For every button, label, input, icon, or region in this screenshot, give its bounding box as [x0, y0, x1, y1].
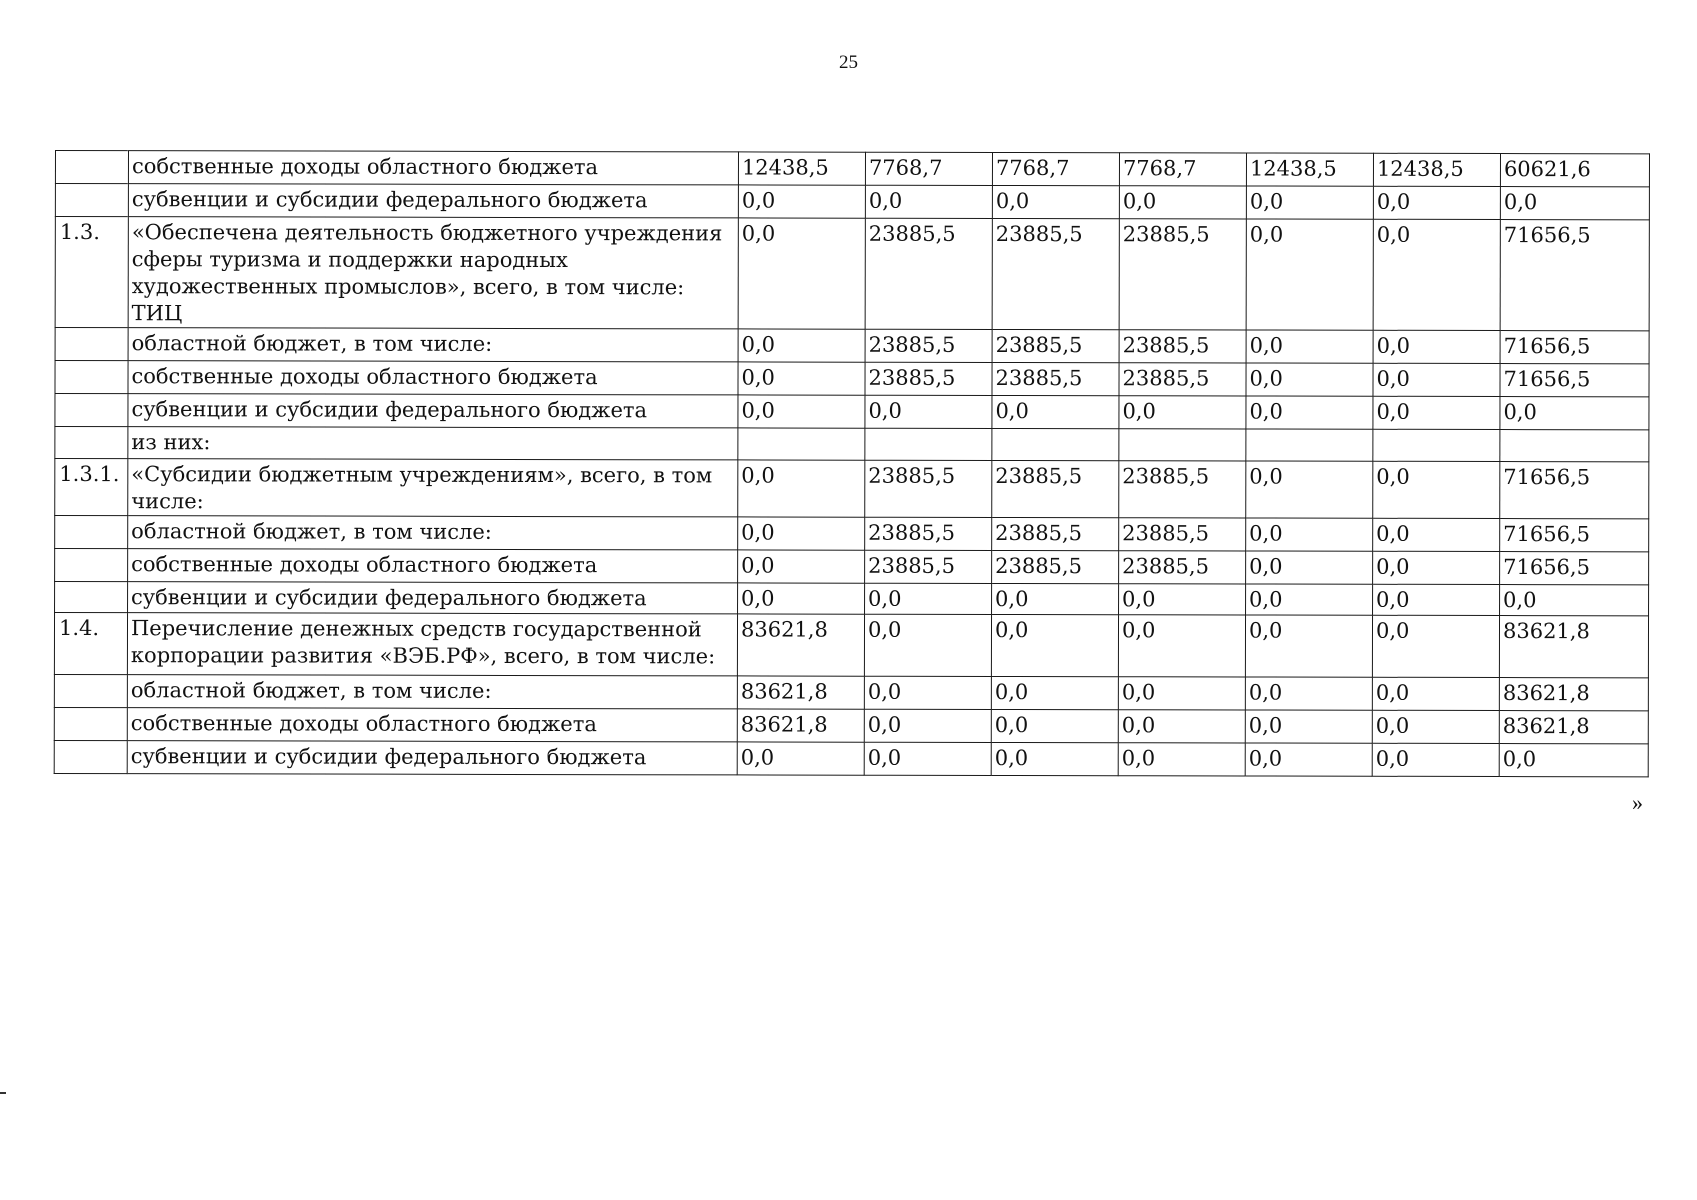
table-row — [55, 427, 1649, 462]
row-value-cell: 23885,5 — [865, 517, 992, 550]
row-value-cell: 23885,5 — [992, 460, 1119, 517]
row-value-cell: 0,0 — [1246, 363, 1373, 396]
row-description-cell: областной бюджет, в том числе: — [127, 675, 737, 709]
row-total-cell: 60621,6 — [1500, 154, 1649, 187]
row-value-cell: 23885,5 — [1119, 551, 1246, 584]
row-value-cell: 0,0 — [1118, 615, 1245, 677]
row-description-cell: субвенции и субсидии федерального бюджета — [128, 394, 738, 428]
row-value-cell: 0,0 — [1245, 743, 1372, 776]
row-value-cell: 0,0 — [1373, 518, 1500, 551]
row-value-cell: 23885,5 — [865, 550, 992, 583]
row-total-cell: 83621,8 — [1499, 711, 1648, 744]
row-description-cell: собственные доходы областного бюджета — [128, 151, 738, 185]
table-row — [55, 582, 1649, 616]
table-row — [55, 184, 1649, 220]
table-row — [55, 328, 1649, 364]
row-value-cell: 7768,7 — [1119, 153, 1246, 186]
row-code-cell: 1.4. — [54, 613, 127, 675]
row-code-cell — [55, 361, 128, 394]
row-total-cell — [1500, 430, 1649, 462]
row-value-cell: 0,0 — [1373, 461, 1500, 518]
row-value-cell: 83621,8 — [737, 709, 864, 742]
row-value-cell: 0,0 — [1373, 363, 1500, 396]
row-value-cell: 0,0 — [1245, 615, 1372, 677]
row-total-cell: 0,0 — [1500, 397, 1649, 430]
row-description-cell: областной бюджет, в том числе: — [128, 516, 738, 550]
row-value-cell — [738, 428, 865, 460]
table-row — [55, 549, 1649, 585]
row-value-cell: 0,0 — [991, 742, 1118, 775]
row-value-cell: 0,0 — [1118, 677, 1245, 710]
row-value-cell: 0,0 — [864, 742, 991, 775]
row-value-cell: 23885,5 — [865, 362, 992, 395]
table-row — [55, 151, 1649, 187]
row-code-cell — [55, 427, 128, 459]
row-value-cell: 83621,8 — [737, 614, 864, 676]
row-value-cell — [1373, 429, 1500, 461]
row-total-cell: 0,0 — [1500, 585, 1649, 616]
row-code-cell — [54, 740, 127, 773]
row-value-cell: 0,0 — [738, 550, 865, 583]
row-value-cell: 0,0 — [738, 329, 865, 362]
row-total-cell: 71656,5 — [1500, 462, 1649, 519]
row-value-cell: 7768,7 — [992, 152, 1119, 185]
row-value-cell — [1119, 429, 1246, 461]
row-value-cell: 23885,5 — [1119, 518, 1246, 551]
row-value-cell: 23885,5 — [865, 218, 992, 329]
row-total-cell: 71656,5 — [1500, 519, 1649, 552]
row-value-cell: 23885,5 — [865, 460, 992, 517]
row-value-cell: 0,0 — [1372, 615, 1499, 677]
row-value-cell: 0,0 — [992, 395, 1119, 428]
row-value-cell: 0,0 — [991, 614, 1118, 676]
row-value-cell: 23885,5 — [1119, 219, 1246, 330]
row-code-cell — [54, 674, 127, 707]
row-description-cell: субвенции и субсидии федерального бюджета — [128, 184, 738, 218]
row-code-cell: 1.3. — [55, 217, 128, 328]
row-value-cell: 23885,5 — [992, 517, 1119, 550]
row-value-cell: 23885,5 — [992, 218, 1119, 329]
row-description-cell: субвенции и субсидии федерального бюджета — [127, 741, 737, 775]
row-code-cell — [55, 151, 128, 184]
table-body — [54, 151, 1649, 777]
row-value-cell: 0,0 — [1119, 584, 1246, 615]
row-code-cell — [55, 328, 128, 361]
row-value-cell: 0,0 — [864, 614, 991, 676]
table-row — [55, 516, 1649, 552]
row-total-cell: 0,0 — [1499, 744, 1648, 777]
row-code-cell — [55, 549, 128, 582]
row-value-cell: 0,0 — [1372, 677, 1499, 710]
row-value-cell: 0,0 — [864, 709, 991, 742]
row-value-cell: 0,0 — [738, 395, 865, 428]
row-total-cell: 83621,8 — [1499, 678, 1648, 711]
row-total-cell: 71656,5 — [1500, 331, 1649, 364]
row-value-cell: 23885,5 — [1119, 461, 1246, 518]
table-row — [54, 740, 1648, 776]
row-value-cell: 0,0 — [738, 362, 865, 395]
row-value-cell: 0,0 — [1246, 186, 1373, 219]
table-row — [54, 674, 1648, 710]
row-value-cell: 0,0 — [1246, 219, 1373, 330]
row-value-cell: 0,0 — [738, 583, 865, 614]
row-value-cell: 23885,5 — [992, 329, 1119, 362]
row-value-cell: 0,0 — [1246, 518, 1373, 551]
row-value-cell: 0,0 — [865, 185, 992, 218]
budget-table — [54, 150, 1650, 777]
table-row — [54, 613, 1648, 678]
row-value-cell: 23885,5 — [1119, 363, 1246, 396]
row-value-cell: 7768,7 — [865, 152, 992, 185]
row-total-cell: 71656,5 — [1500, 364, 1649, 397]
table-row — [55, 361, 1649, 397]
row-value-cell: 0,0 — [1245, 710, 1372, 743]
row-value-cell: 0,0 — [1246, 396, 1373, 429]
row-description-cell: собственные доходы областного бюджета — [127, 708, 737, 742]
row-value-cell: 0,0 — [992, 583, 1119, 614]
row-value-cell: 0,0 — [1246, 584, 1373, 615]
row-value-cell: 12438,5 — [738, 152, 865, 185]
row-value-cell: 0,0 — [1373, 551, 1500, 584]
row-value-cell: 0,0 — [1246, 551, 1373, 584]
row-description-cell: из них: — [128, 427, 738, 460]
table-row — [54, 707, 1648, 743]
row-value-cell: 0,0 — [1373, 186, 1500, 219]
row-value-cell: 0,0 — [1373, 330, 1500, 363]
margin-mark — [0, 1092, 6, 1094]
closing-quote-mark: » — [1632, 790, 1643, 815]
row-total-cell: 83621,8 — [1499, 616, 1648, 678]
table-row — [55, 394, 1649, 430]
row-value-cell: 0,0 — [1372, 710, 1499, 743]
row-value-cell: 0,0 — [1373, 584, 1500, 615]
row-value-cell: 0,0 — [1373, 219, 1500, 330]
row-code-cell — [54, 707, 127, 740]
row-value-cell: 23885,5 — [1119, 330, 1246, 363]
row-value-cell: 0,0 — [1373, 396, 1500, 429]
row-value-cell: 23885,5 — [992, 362, 1119, 395]
row-value-cell: 0,0 — [991, 676, 1118, 709]
row-value-cell — [865, 428, 992, 460]
row-value-cell: 0,0 — [865, 583, 992, 614]
row-value-cell — [1246, 429, 1373, 461]
row-value-cell: 0,0 — [992, 185, 1119, 218]
row-value-cell: 0,0 — [738, 218, 865, 329]
row-value-cell: 0,0 — [1118, 743, 1245, 776]
row-value-cell: 0,0 — [738, 185, 865, 218]
row-total-cell: 71656,5 — [1500, 552, 1649, 585]
row-value-cell: 0,0 — [737, 742, 864, 775]
row-description-cell: «Обеспечена деятельность бюджетного учреждения сферы туризма и поддержки народных художественных промыслов», всего, в том числе: ТИЦ — [128, 217, 738, 329]
row-total-cell: 71656,5 — [1500, 220, 1649, 331]
row-value-cell: 12438,5 — [1246, 153, 1373, 186]
row-value-cell: 83621,8 — [737, 676, 864, 709]
row-description-cell: областной бюджет, в том числе: — [128, 328, 738, 362]
page-number: 25 — [839, 52, 858, 73]
row-total-cell: 0,0 — [1500, 187, 1649, 220]
row-value-cell: 23885,5 — [865, 329, 992, 362]
row-description-cell: собственные доходы областного бюджета — [128, 361, 738, 395]
row-description-cell: Перечисление денежных средств государственной корпорации развития «ВЭБ.РФ», всего, в том числе: — [127, 613, 737, 676]
row-value-cell: 0,0 — [738, 460, 865, 517]
row-value-cell: 0,0 — [738, 517, 865, 550]
row-value-cell: 0,0 — [865, 395, 992, 428]
row-value-cell: 0,0 — [1245, 677, 1372, 710]
row-value-cell: 23885,5 — [992, 550, 1119, 583]
row-description-cell: «Субсидии бюджетным учреждениям», всего, в том числе: — [128, 459, 738, 517]
row-code-cell — [55, 582, 128, 613]
row-code-cell — [55, 516, 128, 549]
table-row — [55, 459, 1649, 519]
row-value-cell: 0,0 — [1119, 396, 1246, 429]
row-value-cell: 0,0 — [1119, 186, 1246, 219]
row-value-cell: 0,0 — [1246, 330, 1373, 363]
row-value-cell: 12438,5 — [1373, 153, 1500, 186]
row-value-cell: 0,0 — [1118, 710, 1245, 743]
row-value-cell: 0,0 — [864, 676, 991, 709]
row-description-cell: собственные доходы областного бюджета — [128, 549, 738, 583]
row-value-cell — [992, 428, 1119, 460]
row-code-cell: 1.3.1. — [55, 459, 128, 516]
row-value-cell: 0,0 — [1246, 461, 1373, 518]
row-value-cell: 0,0 — [1372, 743, 1499, 776]
row-description-cell: субвенции и субсидии федерального бюджета — [128, 582, 738, 614]
row-code-cell — [55, 184, 128, 217]
row-value-cell: 0,0 — [991, 709, 1118, 742]
table-row — [55, 217, 1649, 331]
row-code-cell — [55, 394, 128, 427]
